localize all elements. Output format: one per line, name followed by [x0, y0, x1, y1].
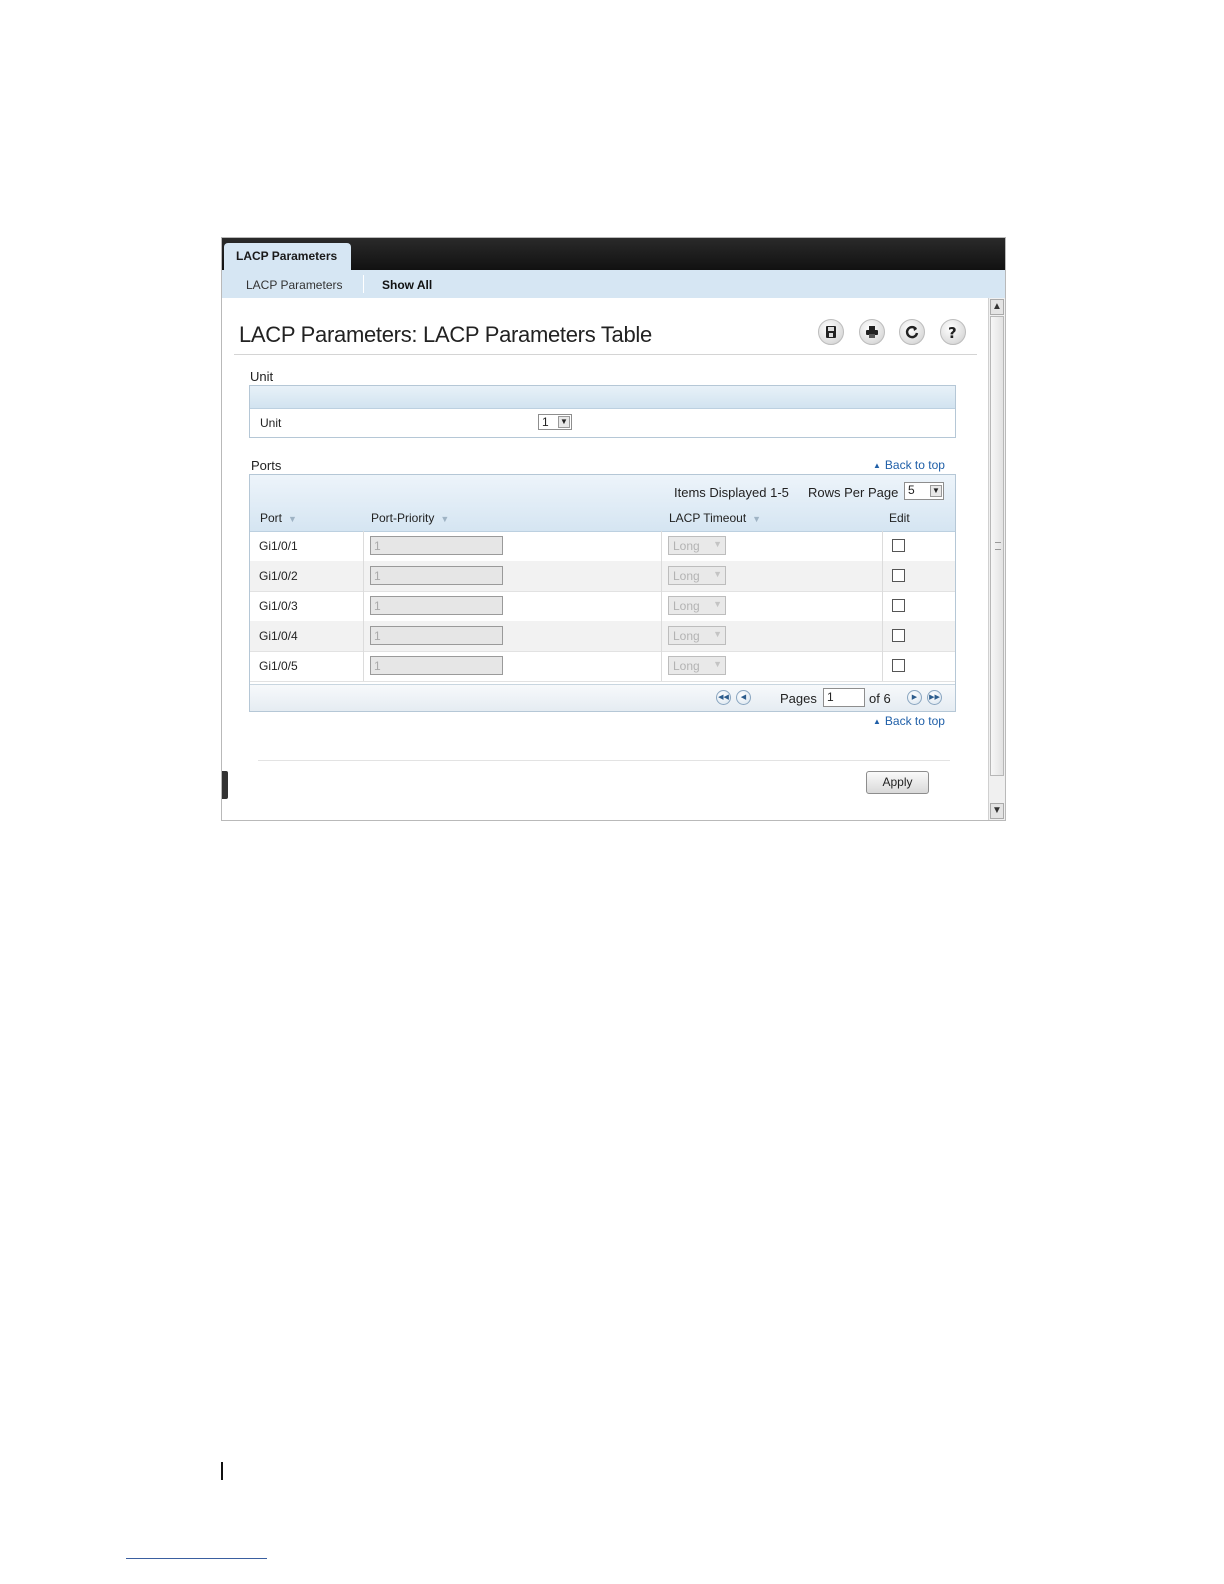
back-to-top-text: Back to top [884, 458, 945, 472]
column-divider [363, 561, 364, 591]
column-divider [882, 531, 883, 561]
lacp-timeout-select[interactable] [668, 626, 726, 645]
table-row [250, 531, 955, 562]
footer-divider [258, 760, 950, 761]
lacp-timeout-value: Long [673, 569, 700, 583]
lacp-timeout-select[interactable] [668, 596, 726, 615]
rows-per-page-label: Rows Per Page [808, 485, 899, 500]
last-page-icon[interactable]: ▶▶ [927, 690, 942, 705]
lacp-timeout-value: Long [673, 659, 700, 673]
footer-rule [126, 1558, 267, 1559]
collapse-handle[interactable] [222, 771, 228, 799]
edit-checkbox[interactable] [892, 599, 905, 612]
unit-section-label: Unit [250, 369, 274, 384]
edit-checkbox[interactable] [892, 659, 905, 672]
top-tab-bar [222, 238, 1005, 270]
scroll-up-icon[interactable]: ▲ [990, 299, 1004, 315]
help-icon[interactable] [940, 319, 966, 345]
triangle-up-icon: ▲ [873, 717, 881, 726]
vertical-scrollbar[interactable] [988, 298, 1005, 820]
lacp-timeout-value: Long [673, 629, 700, 643]
column-header-port-priority[interactable] [371, 511, 449, 525]
back-to-top-text: Back to top [884, 714, 945, 728]
scrollbar-thumb[interactable] [990, 316, 1004, 776]
column-divider [661, 651, 662, 681]
edit-checkbox[interactable] [892, 569, 905, 582]
column-divider [363, 651, 364, 681]
port-name: Gi1/0/2 [259, 569, 298, 583]
table-row [250, 561, 955, 592]
pages-label: Pages [780, 691, 817, 706]
column-divider [882, 591, 883, 621]
margin-bar [221, 1462, 223, 1480]
chevron-down-icon: ▼ [558, 416, 570, 428]
lacp-timeout-select[interactable] [668, 536, 726, 555]
port-priority-input[interactable]: 1 [370, 566, 503, 585]
ports-section-label: Ports [251, 458, 282, 473]
page-number-input[interactable]: 1 [823, 688, 865, 707]
apply-button[interactable]: Apply [866, 771, 929, 794]
port-priority-input[interactable]: 1 [370, 596, 503, 615]
lacp-timeout-value: Long [673, 599, 700, 613]
lacp-timeout-select[interactable] [668, 656, 726, 675]
column-header-lacp-timeout[interactable] [669, 511, 761, 525]
unit-panel [249, 385, 956, 438]
main-content [222, 298, 987, 820]
subnav-separator [363, 275, 364, 293]
print-icon[interactable] [859, 319, 885, 345]
table-row [250, 591, 955, 622]
page-count: of 6 [869, 691, 891, 706]
unit-select-value: 1 [542, 415, 549, 429]
tab-lacp-parameters[interactable]: LACP Parameters [224, 243, 351, 271]
column-lacp-timeout-label: LACP Timeout [669, 511, 747, 525]
column-divider [882, 621, 883, 651]
page-title: LACP Parameters: LACP Parameters Table [239, 322, 652, 347]
column-divider [363, 621, 364, 651]
next-page-icon[interactable]: ▶ [907, 690, 922, 705]
lacp-timeout-value: Long [673, 539, 700, 553]
sub-navigation [222, 270, 1005, 298]
table-row [250, 651, 955, 682]
column-divider [661, 621, 662, 651]
edit-checkbox[interactable] [892, 539, 905, 552]
column-port-label: Port [260, 511, 283, 525]
column-divider [661, 531, 662, 561]
lacp-timeout-select[interactable] [668, 566, 726, 585]
column-header-port[interactable] [260, 511, 297, 525]
svg-text:?: ? [948, 324, 957, 340]
subnav-show-all[interactable]: Show All [382, 278, 433, 292]
ports-table-header [250, 475, 955, 532]
table-row [250, 621, 955, 652]
port-name: Gi1/0/4 [259, 629, 298, 643]
grip-icon [995, 542, 1001, 550]
back-to-top-link[interactable] [873, 458, 945, 472]
unit-panel-header [250, 386, 955, 409]
subnav-lacp-parameters[interactable]: LACP Parameters [246, 278, 343, 292]
chevron-down-icon: ▼ [713, 539, 722, 549]
column-divider [661, 561, 662, 591]
ports-table [249, 474, 956, 712]
items-displayed: Items Displayed 1-5 [674, 485, 789, 500]
column-divider [882, 651, 883, 681]
unit-field-label: Unit [260, 416, 282, 430]
column-divider [363, 531, 364, 561]
save-icon[interactable] [818, 319, 844, 345]
triangle-up-icon: ▲ [873, 461, 881, 470]
column-divider [363, 591, 364, 621]
edit-checkbox[interactable] [892, 629, 905, 642]
scroll-down-icon[interactable]: ▼ [990, 803, 1004, 819]
rows-per-page-select[interactable] [904, 482, 944, 500]
port-name: Gi1/0/3 [259, 599, 298, 613]
title-divider [234, 354, 977, 355]
back-to-top-link[interactable] [873, 714, 945, 728]
column-divider [882, 561, 883, 591]
column-header-edit: Edit [889, 511, 910, 525]
sort-icon: ▼ [288, 514, 297, 524]
previous-page-icon[interactable]: ◀ [736, 690, 751, 705]
port-priority-input[interactable]: 1 [370, 626, 503, 645]
chevron-down-icon: ▼ [930, 485, 942, 497]
chevron-down-icon: ▼ [713, 659, 722, 669]
column-divider [661, 591, 662, 621]
refresh-icon[interactable] [899, 319, 925, 345]
unit-select[interactable] [538, 414, 572, 430]
port-name: Gi1/0/1 [259, 539, 298, 553]
chevron-down-icon: ▼ [713, 569, 722, 579]
screenshot-window [221, 237, 1006, 821]
sort-icon: ▼ [752, 514, 762, 524]
rows-per-page-value: 5 [908, 483, 915, 497]
port-name: Gi1/0/5 [259, 659, 298, 673]
chevron-down-icon: ▼ [713, 629, 722, 639]
first-page-icon[interactable]: ◀◀ [716, 690, 731, 705]
column-port-priority-label: Port-Priority [371, 511, 435, 525]
sort-icon: ▼ [440, 514, 450, 524]
chevron-down-icon: ▼ [713, 599, 722, 609]
port-priority-input[interactable]: 1 [370, 536, 503, 555]
port-priority-input[interactable]: 1 [370, 656, 503, 675]
pagination-bar [250, 684, 955, 711]
